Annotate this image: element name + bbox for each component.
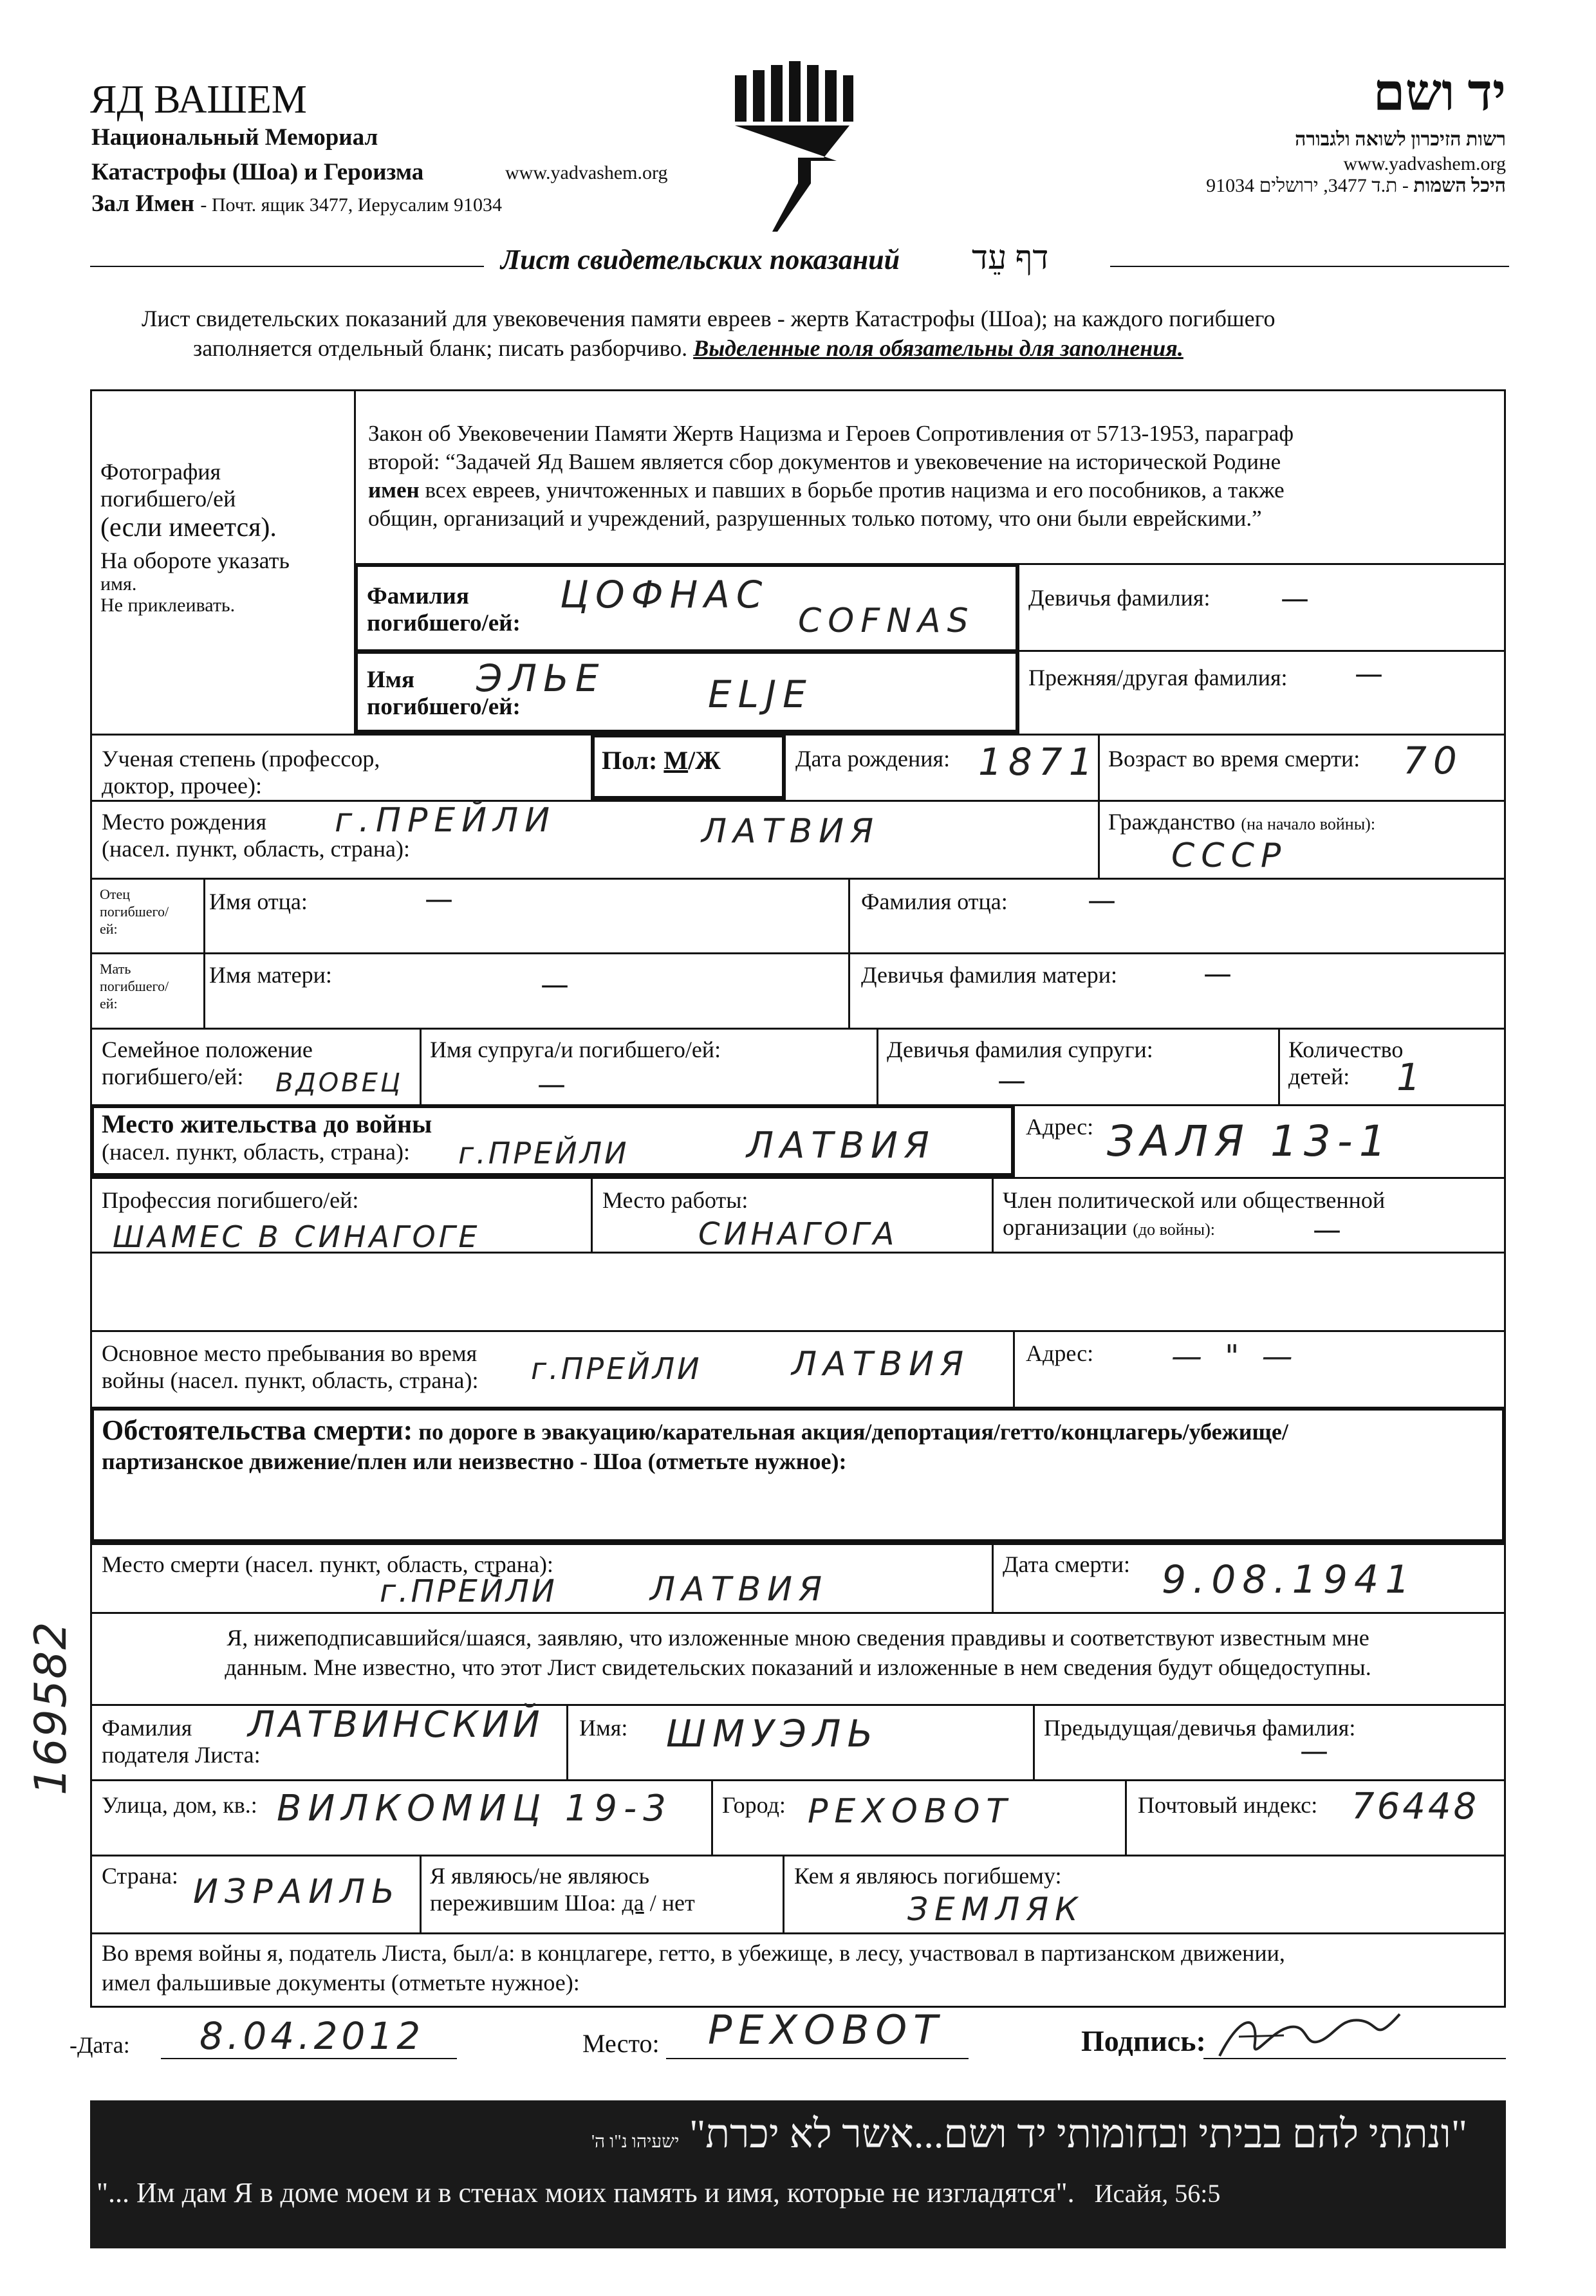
gender-sep: / <box>688 746 696 775</box>
submitter-country-label: Страна: <box>102 1863 178 1889</box>
name-cyr-value[interactable]: ЭЛЬЕ <box>476 656 606 700</box>
surname-label2: погибшего/ей: <box>367 610 521 636</box>
rule-country-2 <box>783 1855 784 1932</box>
gender-f[interactable]: Ж <box>695 746 721 775</box>
footer-russian <box>97 2176 1220 2209</box>
city-value[interactable]: РЕХОВОТ <box>808 1792 1014 1831</box>
surname-label <box>367 583 521 637</box>
mother-side2: погибшего/ <box>100 978 169 994</box>
hall-names: Зал Имен <box>91 190 195 217</box>
intro-line2 <box>193 335 1183 362</box>
rule-father-top <box>90 878 1506 880</box>
status-label1: Семейное положение <box>102 1037 313 1062</box>
rule-photo-bottom <box>90 734 1506 736</box>
submitter-name-label: Имя: <box>579 1715 628 1741</box>
org-line2-ru: Катастрофы (Шоа) и Героизма <box>91 159 424 185</box>
rule-street-2 <box>1125 1779 1127 1855</box>
war-line1: Во время войны я, податель Листа, был/а: в концлагере, гетто, в убежище, в лесу, участвовал в партизанском движении, <box>102 1940 1285 1966</box>
sign-date-rule <box>161 2058 457 2059</box>
survivor-label <box>430 1862 695 1916</box>
war-line2: имел фальшивые документы (отметьте нужное): <box>102 1970 580 1995</box>
law-line3-rest: всех евреев, уничтоженных и павших в борьбе против нацизма и его пособников, а также <box>419 477 1285 503</box>
relation-label: Кем я являюсь погибшему: <box>794 1863 1062 1889</box>
sign-date-label: -Дата: <box>70 2032 130 2058</box>
rule-death-place-top <box>90 1543 1506 1545</box>
law-line3-bold: имен <box>368 477 420 503</box>
title-rule-right <box>1110 266 1509 267</box>
father-side2: погибшего/ <box>100 903 169 920</box>
residence-label <box>102 1109 432 1165</box>
surname-cyr-value[interactable]: ЦОФНАС <box>560 573 769 616</box>
relation-value[interactable]: ЗЕМЛЯК <box>907 1891 1084 1928</box>
birthplace-country-value[interactable]: ЛАТВИЯ <box>701 812 880 851</box>
rule-war-top <box>90 1932 1506 1934</box>
degree-label1: Ученая степень (профессор, <box>102 746 380 772</box>
wartime-label1: Основное место пребывания во время <box>102 1340 478 1366</box>
declaration-line2: данным. Мне известно, что этот Лист свидетельских показаний и изложенные в нем сведения будут общедоступны. <box>225 1654 1371 1680</box>
law-text <box>368 420 1294 533</box>
street-label: Улица, дом, кв.: <box>102 1792 257 1818</box>
submitter-surname-value[interactable]: ЛАТВИНСКИЙ <box>248 1704 544 1746</box>
footer-banner <box>90 2100 1506 2248</box>
wartime-address-label: Адрес: <box>1026 1340 1094 1366</box>
children-label2: детей: <box>1288 1064 1350 1089</box>
death-place-country-value[interactable]: ЛАТВИЯ <box>650 1570 829 1609</box>
mother-side3: ей: <box>100 995 118 1012</box>
prev-surname-value[interactable]: — <box>1355 658 1383 690</box>
law-line2: второй: “Задачей Яд Вашем является сбор документов и увековечение на исторической Родине <box>368 449 1281 474</box>
footer-russian-quote: "... Им дам Я в доме моем и в стенах моих память и имя, которые не изгладятся". <box>97 2177 1075 2208</box>
submitter-prev-value[interactable]: — <box>1300 1735 1328 1768</box>
footer-hebrew-quote: "ונתתי להם בביתי ובחומותי יד ושם...אשר לא יכרת" <box>689 2113 1467 2156</box>
city-label: Город: <box>722 1792 786 1818</box>
spouse-maiden-label: Девичья фамилия супруги: <box>887 1037 1153 1062</box>
profession-label: Профессия погибшего/ей: <box>102 1187 359 1213</box>
mother-maiden-label: Девичья фамилия матери: <box>861 962 1118 988</box>
rule-sub-1 <box>566 1704 568 1779</box>
survivor-sep: / <box>649 1890 656 1916</box>
birthplace-label2: (насел. пункт, область, страна): <box>102 836 411 862</box>
margin-number: 169582 <box>26 1620 77 1795</box>
rule-birth-top <box>90 800 1506 802</box>
survivor-label1: Я являюсь/не являюсь <box>430 1863 650 1889</box>
children-value[interactable]: 1 <box>1396 1055 1427 1099</box>
website-left[interactable]: www.yadvashem.org <box>505 162 668 183</box>
birthplace-town-value[interactable]: г.ПРЕЙЛИ <box>335 801 557 840</box>
mother-side1: Мать <box>100 961 131 977</box>
member-label1: Член политической или общественной <box>1003 1187 1386 1213</box>
hebrew-hall: היכל השמות <box>1413 175 1506 196</box>
sign-place-label: Место: <box>582 2029 660 2058</box>
rule-country-top <box>90 1855 1506 1856</box>
death-circ-rest1: по дороге в эвакуацию/карательная акция/депортация/гетто/концлагерь/убежище/ <box>413 1419 1288 1445</box>
residence-address-value[interactable]: ЗАЛЯ 13-1 <box>1107 1116 1393 1166</box>
name-label2: погибшего/ей: <box>367 694 521 720</box>
children-label1: Количество <box>1288 1037 1404 1062</box>
maiden-label: Девичья фамилия: <box>1028 585 1211 611</box>
residence-label-bold: Место жительства до войны <box>102 1109 432 1138</box>
sign-place-value[interactable]: РЕХОВОТ <box>708 2006 945 2053</box>
citizenship-value[interactable]: СССР <box>1171 837 1288 875</box>
photo-box[interactable] <box>100 458 348 616</box>
rule-family-2 <box>877 1028 878 1104</box>
sign-date-value[interactable]: 8.04.2012 <box>200 2014 425 2058</box>
hebrew-address-text: - ת.ד 3477, ירושלים 91034 <box>1206 175 1409 196</box>
residence-label-sub: (насел. пункт, область, страна): <box>102 1139 411 1165</box>
submitter-name-value[interactable]: ШМУЭЛЬ <box>666 1712 880 1755</box>
birth-date-value[interactable]: 1871 <box>978 740 1099 784</box>
citizenship-label <box>1108 808 1375 835</box>
intro-line2-text: заполняется отдельный бланк; писать разборчиво. <box>193 335 688 361</box>
birthplace-label1: Место рождения <box>102 809 267 835</box>
residence-country-value[interactable]: ЛАТВИЯ <box>747 1125 936 1167</box>
law-line4: общин, организаций и учреждений, разрушенных только потому, что они были еврейскими.” <box>368 506 1262 531</box>
spouse-value[interactable]: — <box>537 1068 566 1101</box>
death-place-label: Место смерти (насел. пункт, область, страна): <box>102 1551 553 1577</box>
death-circ-line1 <box>102 1416 1288 1447</box>
declaration-text <box>90 1623 1506 1682</box>
maiden-value[interactable]: — <box>1281 582 1309 615</box>
photo-line5: имя. <box>100 573 137 595</box>
hall-address-ru <box>91 190 502 218</box>
photo-line2: погибшего/ей <box>100 486 236 512</box>
hebrew-subtitle: רשות הזיכרון לשואה ולגבורה <box>1295 129 1506 150</box>
survivor-no[interactable]: нет <box>662 1890 695 1916</box>
photo-line1: Фотография <box>100 459 221 485</box>
rule-mother-top <box>90 952 1506 954</box>
rule-family-3 <box>1278 1028 1280 1104</box>
name-label1: Имя <box>367 667 414 693</box>
mother-side-label <box>100 960 169 1012</box>
rule-street-1 <box>711 1779 713 1855</box>
photo-line4: На обороте указать <box>100 548 290 573</box>
hebrew-title: יד ושם <box>1373 65 1506 122</box>
hebrew-address <box>1206 175 1506 197</box>
rule-parent-side <box>203 878 205 1028</box>
wartime-label <box>102 1340 479 1394</box>
gender-m[interactable]: М <box>663 746 689 775</box>
status-label2: погибшего/ей: <box>102 1064 244 1089</box>
mother-name-label: Имя матери: <box>209 962 332 988</box>
submitter-prev-label: Предыдущая/девичья фамилия: <box>1044 1715 1356 1741</box>
wartime-label2: войны (насел. пункт, область, страна): <box>102 1367 479 1393</box>
photo-line3: (если имеется). <box>100 513 277 542</box>
spouse-maiden-value[interactable]: — <box>998 1064 1026 1097</box>
age-label: Возраст во время смерти: <box>1108 746 1360 772</box>
workplace-label: Место работы: <box>602 1187 748 1213</box>
footer-hebrew <box>591 2112 1467 2158</box>
member-label2: организации <box>1003 1214 1127 1240</box>
rule-profession-1 <box>591 1177 593 1252</box>
declaration-line1: Я, нижеподписавшийся/шаяся, заявляю, что изложенные мною сведения правдивы и соответствуют известным мне <box>227 1625 1369 1651</box>
yad-vashem-logo-icon <box>727 61 856 235</box>
rule-street-top <box>90 1779 1506 1781</box>
father-name-value[interactable]: — <box>425 883 453 916</box>
address-left: - Почт. ящик 3477, Иерусалим 91034 <box>200 194 503 216</box>
submitter-surname-label <box>102 1714 261 1768</box>
org-line1-ru: Национальный Мемориал <box>91 124 378 151</box>
citizenship-note: (на начало войны): <box>1241 815 1376 833</box>
residence-town-value[interactable]: г.ПРЕЙЛИ <box>458 1136 629 1171</box>
submitter-surname-label2: подателя Листа: <box>102 1742 261 1768</box>
org-title-ru: ЯД ВАШЕМ <box>90 78 307 122</box>
sign-label: Подпись: <box>1081 2024 1206 2057</box>
residence-address-label: Адрес: <box>1026 1114 1094 1140</box>
submitter-surname-label1: Фамилия <box>102 1715 192 1741</box>
member-value[interactable]: — <box>1313 1214 1341 1246</box>
survivor-label2a: пережившим Шоа: <box>430 1890 617 1916</box>
survivor-yes[interactable]: да <box>622 1890 644 1916</box>
mother-name-value[interactable]: — <box>541 968 569 1001</box>
citizenship-label-text: Гражданство <box>1108 809 1236 835</box>
death-circ-bold: Обстоятельства смерти: <box>102 1414 413 1446</box>
father-name-label: Имя отца: <box>209 889 308 914</box>
zip-value[interactable]: 76448 <box>1351 1786 1480 1828</box>
form-title-ru: Лист свидетельских показаний <box>501 244 900 275</box>
surname-lat-value[interactable]: COFNAS <box>798 602 975 640</box>
intro-line1: Лист свидетельских показаний для увековечения памяти евреев - жертв Катастрофы (Шоа); на каждого погибшего <box>142 306 1276 331</box>
father-surname-value[interactable]: — <box>1088 884 1116 917</box>
rule-name-top <box>1017 650 1506 652</box>
sign-place-rule <box>666 2058 969 2059</box>
death-circ-text <box>102 1416 1288 1476</box>
rule-sub-2 <box>1033 1704 1035 1779</box>
birth-date-label: Дата рождения: <box>795 746 951 772</box>
title-rule-left <box>90 266 484 267</box>
degree-label <box>102 745 380 799</box>
blank-row[interactable] <box>92 1254 1504 1328</box>
member-note: (до войны): <box>1133 1220 1215 1239</box>
spouse-label: Имя супруга/и погибшего/ей: <box>430 1037 721 1062</box>
gender-field[interactable] <box>602 745 721 775</box>
surname-label1: Фамилия <box>367 583 469 609</box>
death-date-value[interactable]: 9.08.1941 <box>1162 1557 1416 1602</box>
rule-family-top <box>90 1028 1506 1030</box>
rule-profession-top <box>90 1177 1506 1179</box>
footer-russian-ref: Исайя, 56:5 <box>1094 2179 1221 2208</box>
rule-profession-2 <box>992 1177 994 1252</box>
zip-label: Почтовый индекс: <box>1138 1792 1318 1818</box>
footer-hebrew-ref: ישעיהו נ"ו ה' <box>591 2132 680 2152</box>
death-circ-rest2: партизанское движение/плен или неизвестно - Шоа (отметьте нужное): <box>102 1449 847 1474</box>
prev-surname-label: Прежняя/другая фамилия: <box>1028 665 1288 690</box>
status-value[interactable]: ВДОВЕЦ <box>275 1068 403 1098</box>
mother-maiden-value[interactable]: — <box>1203 958 1232 990</box>
photo-line6: Не приклеивать. <box>100 595 236 616</box>
age-value[interactable]: 70 <box>1403 739 1463 782</box>
father-surname-label: Фамилия отца: <box>861 889 1008 914</box>
rule-country-1 <box>420 1855 422 1932</box>
death-date-label: Дата смерти: <box>1003 1551 1131 1577</box>
wartime-address-value[interactable]: — " — <box>1171 1338 1299 1375</box>
profession-value[interactable]: ШАМЕС В СИНАГОГЕ <box>113 1219 481 1254</box>
workplace-value[interactable]: СИНАГОГА <box>698 1216 898 1252</box>
father-side-label <box>100 885 169 938</box>
death-place-town-value[interactable]: г.ПРЕЙЛИ <box>380 1573 557 1609</box>
intro-emphasis: Выделенные поля обязательны для заполнения. <box>693 335 1183 361</box>
gender-label: Пол: <box>602 746 658 775</box>
law-line1: Закон об Увековечении Памяти Жертв Нацизма и Героев Сопротивления от 5713-1953, параграф <box>368 421 1294 446</box>
rule-wartime-top <box>90 1330 1506 1332</box>
law-line3 <box>368 476 1294 505</box>
degree-label2: доктор, прочее): <box>102 773 262 799</box>
wartime-town-value[interactable]: г.ПРЕЙЛИ <box>531 1351 702 1386</box>
rule-wartime-mid <box>1013 1330 1015 1407</box>
father-side1: Отец <box>100 886 131 902</box>
father-side3: ей: <box>100 921 118 937</box>
name-lat-value[interactable]: ELJE <box>708 672 813 716</box>
survivor-label2-line <box>430 1889 695 1916</box>
rule-parent-mid <box>848 878 850 1028</box>
form-title-he: דף עֵד <box>972 240 1049 277</box>
wartime-country-value[interactable]: ЛАТВИЯ <box>792 1345 970 1384</box>
rule-death-mid <box>992 1543 994 1612</box>
website-right[interactable]: www.yadvashem.org <box>1343 153 1506 174</box>
signature-scribble-icon[interactable] <box>1213 2004 1406 2066</box>
street-value[interactable]: ВИЛКОМИЦ 19-3 <box>277 1788 673 1829</box>
war-text <box>102 1938 1285 1997</box>
rule-declaration-top <box>90 1612 1506 1614</box>
submitter-country-value[interactable]: ИЗРАИЛЬ <box>193 1873 401 1911</box>
children-label <box>1288 1036 1403 1090</box>
rule-family-1 <box>420 1028 422 1104</box>
